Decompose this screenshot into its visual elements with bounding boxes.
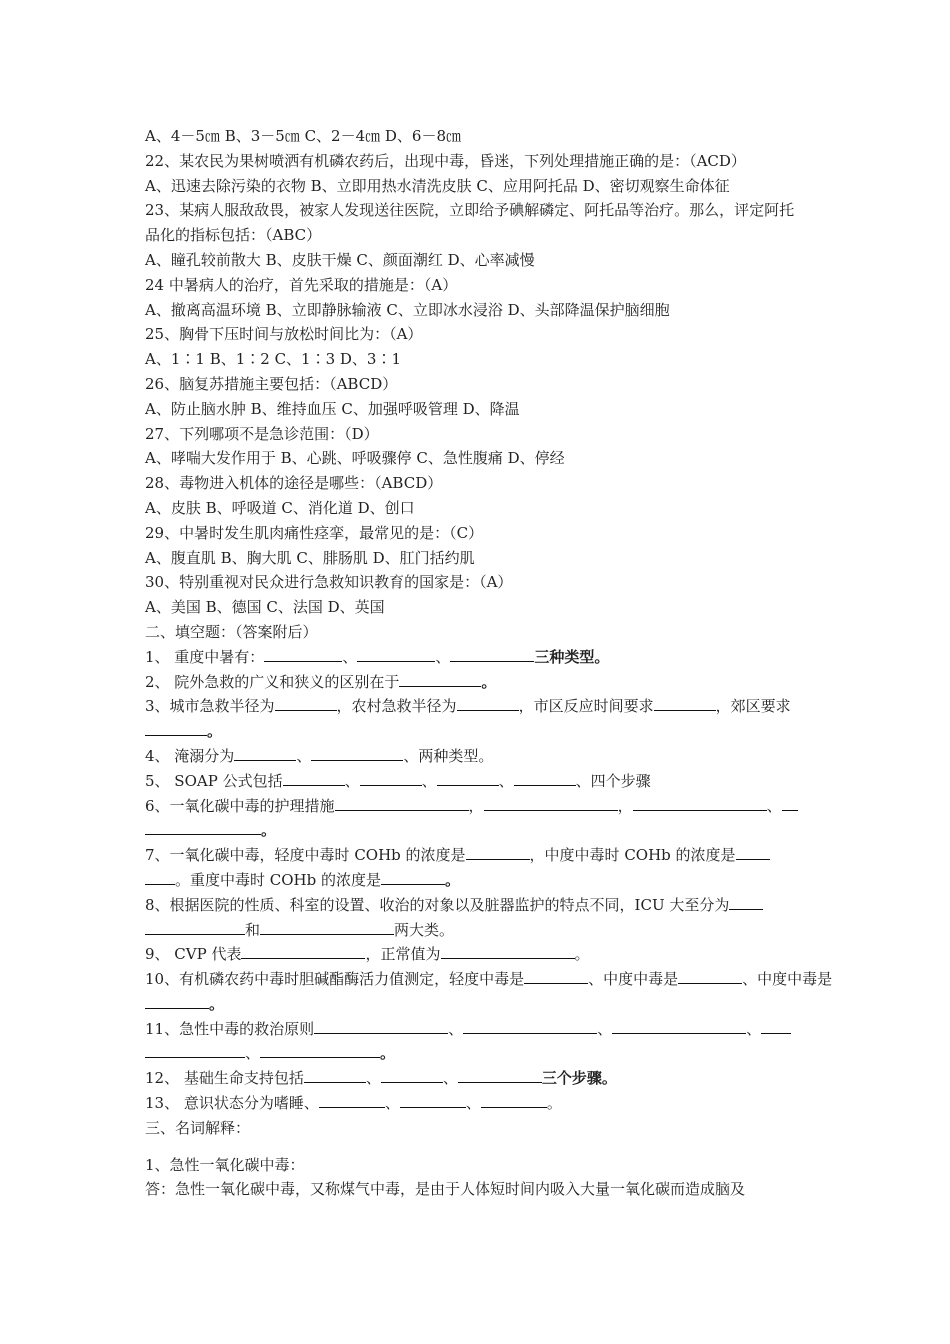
answer-blank[interactable] [466,844,530,860]
question-22: 22、某农民为果树喷洒有机磷农药后，出现中毒，昏迷，下列处理措施正确的是：（ACD） [145,151,746,170]
answer-blank[interactable] [678,968,742,984]
option-line-24: A、撤离高温环境 B、立即静脉输液 C、立即冰水浸浴 D、头部降温保护脑细胞 [145,300,670,319]
answer-blank[interactable] [441,943,575,959]
fill-question-7: 7、一氧化碳中毒，轻度中毒时 COHb 的浓度是 ，中度中毒时 COHb 的浓度是 [145,843,809,868]
fill-question-7-cont: 。重度中毒时 COHb 的浓度是 。 [145,868,809,893]
fill-question-13: 13、 意识状态分为嗜睡、 、 、 。 [145,1094,562,1113]
fill-question-9: 9、 CVP 代表 ，正常值为 。 [145,945,590,964]
option-line-30: A、美国 B、德国 C、法国 D、英国 [145,598,385,617]
answer-blank[interactable] [304,1067,366,1083]
question-23: 23、某病人服敌敌畏，被家人发现送往医院，立即给予碘解磷定、阿托品等治疗。那么，评定阿托品化的指标包括：（ABC） [145,201,795,245]
fill-question-2: 2、 院外急救的广义和狭义的区别在于 。 [145,672,497,691]
document-page [145,124,833,1202]
question-26: 26、脑复苏措施主要包括：（ABCD） [145,374,398,393]
answer-blank[interactable] [360,770,422,786]
answer-blank[interactable] [736,844,770,860]
answer-blank[interactable] [260,919,394,935]
question-30: 30、特别重视对民众进行急救知识教育的国家是：（A） [145,573,513,592]
question-25: 25、胸骨下压时间与放松时间比为：（A） [145,325,423,344]
fill-question-3: 3、城市急救半径为 ，农村急救半径为 ，市区反应时间要求 ，郊区要求。 [145,697,791,741]
fill-question-6: 6、一氧化碳中毒的护理措施 ， ， 、 [145,794,809,819]
answer-blank[interactable] [357,646,435,662]
answer-blank[interactable] [234,745,296,761]
answer-blank[interactable] [457,695,519,711]
answer-blank[interactable] [145,993,209,1009]
option-line-23: A、瞳孔较前散大 B、皮肤干燥 C、颜面潮红 D、心率减慢 [145,250,535,269]
spacer [145,1141,809,1153]
answer-blank[interactable] [481,1092,547,1108]
option-line-26: A、防止脑水肿 B、维持血压 C、加强呼吸管理 D、降温 [145,399,520,418]
answer-blank[interactable] [654,695,716,711]
question-27: 27、下列哪项不是急诊范围：（D） [145,424,379,443]
answer-blank[interactable] [400,1092,466,1108]
answer-blank[interactable] [437,770,499,786]
answer-blank[interactable] [145,819,261,835]
fill-question-6-cont: 。 [145,818,809,843]
answer-blank[interactable] [145,919,245,935]
option-line-27: A、哮喘大发作用于 B、心跳、呼吸骤停 C、急性腹痛 D、停经 [145,449,565,468]
answer-blank[interactable] [381,1067,443,1083]
option-line-25: A、1∶1 B、1∶2 C、1∶3 D、3∶1 [145,350,402,369]
answer-blank[interactable] [145,720,207,736]
answer-blank[interactable] [264,646,342,662]
term-1-answer: 答：急性一氧化碳中毒，又称煤气中毒，是由于人体短时间内吸入大量一氧化碳而造成脑及 [145,1180,746,1199]
answer-blank[interactable] [319,1092,385,1108]
section-heading-fill: 二、填空题：（答案附后） [145,622,318,641]
fill-question-11-cont: 、 。 [145,1041,809,1066]
answer-blank[interactable] [283,770,345,786]
option-line-29: A、腹直肌 B、胸大肌 C、腓肠肌 D、肛门括约肌 [145,548,475,567]
fill-question-8: 8、根据医院的性质、科室的设置、收治的对象以及脏器监护的特点不同，ICU 大至分为 [145,893,809,918]
answer-blank[interactable] [463,1018,597,1034]
answer-blank[interactable] [761,1018,791,1034]
fill-question-8-cont: 和 两大类。 [145,918,809,943]
section-heading-terms: 三、名词解释： [145,1118,251,1137]
option-line-21: A、4－5㎝ B、3－5㎝ C、2－4㎝ D、6－8㎝ [145,127,462,145]
question-29: 29、中暑时发生肌肉痛性痉挛，最常见的是：（C） [145,523,484,542]
question-24: 24 中暑病人的治疗，首先采取的措施是：（A） [145,275,458,294]
answer-blank[interactable] [275,695,337,711]
fill-question-4: 4、 淹溺分为 、 、两种类型。 [145,746,494,765]
fill-question-5: 5、 SOAP 公式包括 、 、 、 、四个步骤 [145,771,651,790]
fill-question-12: 12、 基础生命支持包括 、 、 三个步骤。 [145,1069,617,1088]
fill-question-11: 11、急性中毒的救治原则 、 、 、 [145,1017,809,1042]
answer-blank[interactable] [612,1018,746,1034]
answer-blank[interactable] [484,795,618,811]
answer-blank[interactable] [335,795,469,811]
answer-blank[interactable] [782,795,798,811]
fill-question-10: 10、有机磷农药中毒时胆碱酯酶活力值测定，轻度中毒是 、中度中毒是 、中度中毒是 [145,970,833,989]
answer-blank[interactable] [524,968,588,984]
fill-question-10-cont: 。 [145,992,809,1017]
fill-question-1: 1、 重度中暑有： 、 、 三种类型。 [145,647,610,666]
option-line-28: A、皮肤 B、呼吸道 C、消化道 D、创口 [145,498,415,517]
answer-blank[interactable] [314,1018,448,1034]
term-1: 1、急性一氧化碳中毒： [145,1155,305,1174]
answer-blank[interactable] [311,745,403,761]
option-line-22: A、迅速去除污染的衣物 B、立即用热水清洗皮肤 C、应用阿托品 D、密切观察生命体征 [145,176,730,195]
answer-blank[interactable] [458,1067,542,1083]
answer-blank[interactable] [260,1042,380,1058]
answer-blank[interactable] [450,646,534,662]
answer-blank[interactable] [399,671,481,687]
answer-blank[interactable] [514,770,576,786]
answer-blank[interactable] [241,943,365,959]
answer-blank[interactable] [729,894,763,910]
question-28: 28、毒物进入机体的途径是哪些：（ABCD） [145,474,443,493]
answer-blank[interactable] [145,869,175,885]
answer-blank[interactable] [633,795,767,811]
answer-blank[interactable] [145,1042,245,1058]
answer-blank[interactable] [381,869,445,885]
